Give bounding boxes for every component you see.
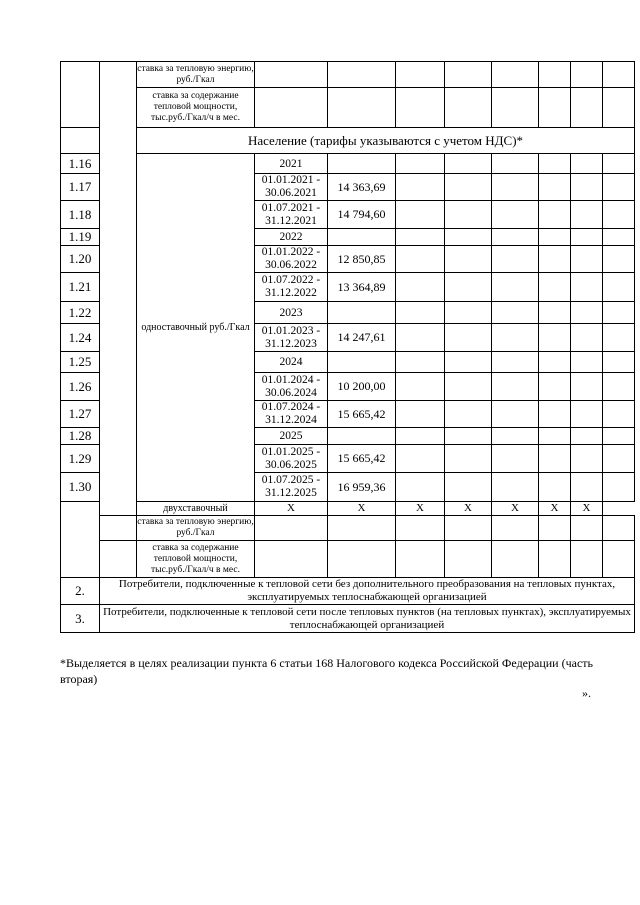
- x-mark: Х: [328, 502, 396, 516]
- two-rate-label: двухставочный: [137, 502, 255, 516]
- energy-rate-label: ставка за тепловую энергию, руб./Гкал: [137, 516, 255, 541]
- tariff-value: [328, 302, 396, 324]
- row-number: 1.26: [61, 373, 100, 401]
- row-number: 1.21: [61, 273, 100, 302]
- row-number: 1.18: [61, 201, 100, 229]
- tariff-value: 14 247,61: [328, 324, 396, 352]
- tariff-value: [328, 154, 396, 174]
- period-cell: 2024: [255, 352, 328, 373]
- x-mark: Х: [255, 502, 328, 516]
- row-number: 1.20: [61, 246, 100, 273]
- tariff-value: 10 200,00: [328, 373, 396, 401]
- x-mark: Х: [492, 502, 539, 516]
- row-number: 1.16: [61, 154, 100, 174]
- row-number: 1.24: [61, 324, 100, 352]
- power-rate-label: ставка за содержание тепловой мощности, тыс.руб./Гкал/ч в мес.: [137, 88, 255, 128]
- tariff-value: 16 959,36: [328, 473, 396, 502]
- period-cell: 01.01.2025 - 30.06.2025: [255, 445, 328, 473]
- tariff-value: 12 850,85: [328, 246, 396, 273]
- blank-cell: [100, 516, 137, 541]
- tariff-value: 14 794,60: [328, 201, 396, 229]
- row-number: 1.27: [61, 401, 100, 428]
- period-cell: 2023: [255, 302, 328, 324]
- period-cell: 01.07.2021 - 31.12.2021: [255, 201, 328, 229]
- x-mark: Х: [445, 502, 492, 516]
- row-number: 1.17: [61, 174, 100, 201]
- period-cell: 01.01.2023 - 31.12.2023: [255, 324, 328, 352]
- row-number: 1.25: [61, 352, 100, 373]
- consumer-group-text: Потребители, подключенные к тепловой сети без дополнительного преобразования на тепловых пунктах, эксплуатируемых теплоснабжающей организацией: [100, 578, 635, 605]
- period-cell: 01.07.2025 - 31.12.2025: [255, 473, 328, 502]
- x-mark: Х: [571, 502, 603, 516]
- energy-rate-label: ставка за тепловую энергию, руб./Гкал: [137, 62, 255, 88]
- period-cell: 01.07.2024 - 31.12.2024: [255, 401, 328, 428]
- period-cell: 01.01.2022 - 30.06.2022: [255, 246, 328, 273]
- section-number: 2.: [61, 578, 100, 605]
- period-cell: 2025: [255, 428, 328, 445]
- period-cell: 2021: [255, 154, 328, 174]
- blank-cell: [61, 128, 100, 154]
- tariff-value: 15 665,42: [328, 401, 396, 428]
- row-number: 1.29: [61, 445, 100, 473]
- period-cell: 01.01.2024 - 30.06.2024: [255, 373, 328, 401]
- population-header: Население (тарифы указываются с учетом НДС)*: [137, 128, 635, 154]
- tariff-value: 14 363,69: [328, 174, 396, 201]
- power-rate-label: ставка за содержание тепловой мощности, тыс.руб./Гкал/ч в мес.: [137, 541, 255, 578]
- single-rate-label: одноставочный руб./Гкал: [137, 154, 255, 502]
- period-cell: 01.07.2022 - 31.12.2022: [255, 273, 328, 302]
- section-number: 3.: [61, 605, 100, 633]
- closing-quote-mark: ».: [582, 686, 591, 700]
- row-number: 1.28: [61, 428, 100, 445]
- tariff-value: [328, 229, 396, 246]
- vat-footnote: *Выделяется в целях реализации пункта 6 статьи 168 Налогового кодекса Российской Федерации (часть вторая): [60, 656, 594, 686]
- row-number: 1.22: [61, 302, 100, 324]
- tariff-value: 13 364,89: [328, 273, 396, 302]
- blank-cell: [100, 541, 137, 578]
- row-number: 1.19: [61, 229, 100, 246]
- period-cell: 2022: [255, 229, 328, 246]
- x-mark: Х: [396, 502, 445, 516]
- tariff-value: 15 665,42: [328, 445, 396, 473]
- tariff-table: [60, 61, 635, 633]
- blank-cell: [61, 502, 100, 578]
- row-number: 1.30: [61, 473, 100, 502]
- blank-cell: [100, 62, 137, 516]
- consumer-group-text: Потребители, подключенные к тепловой сети после тепловых пунктов (на тепловых пунктах), эксплуатируемых теплоснабжающей организацией: [100, 605, 635, 633]
- tariff-value: [328, 352, 396, 373]
- blank-cell: [61, 62, 100, 128]
- x-mark: Х: [539, 502, 571, 516]
- period-cell: 01.01.2021 - 30.06.2021: [255, 174, 328, 201]
- tariff-value: [328, 428, 396, 445]
